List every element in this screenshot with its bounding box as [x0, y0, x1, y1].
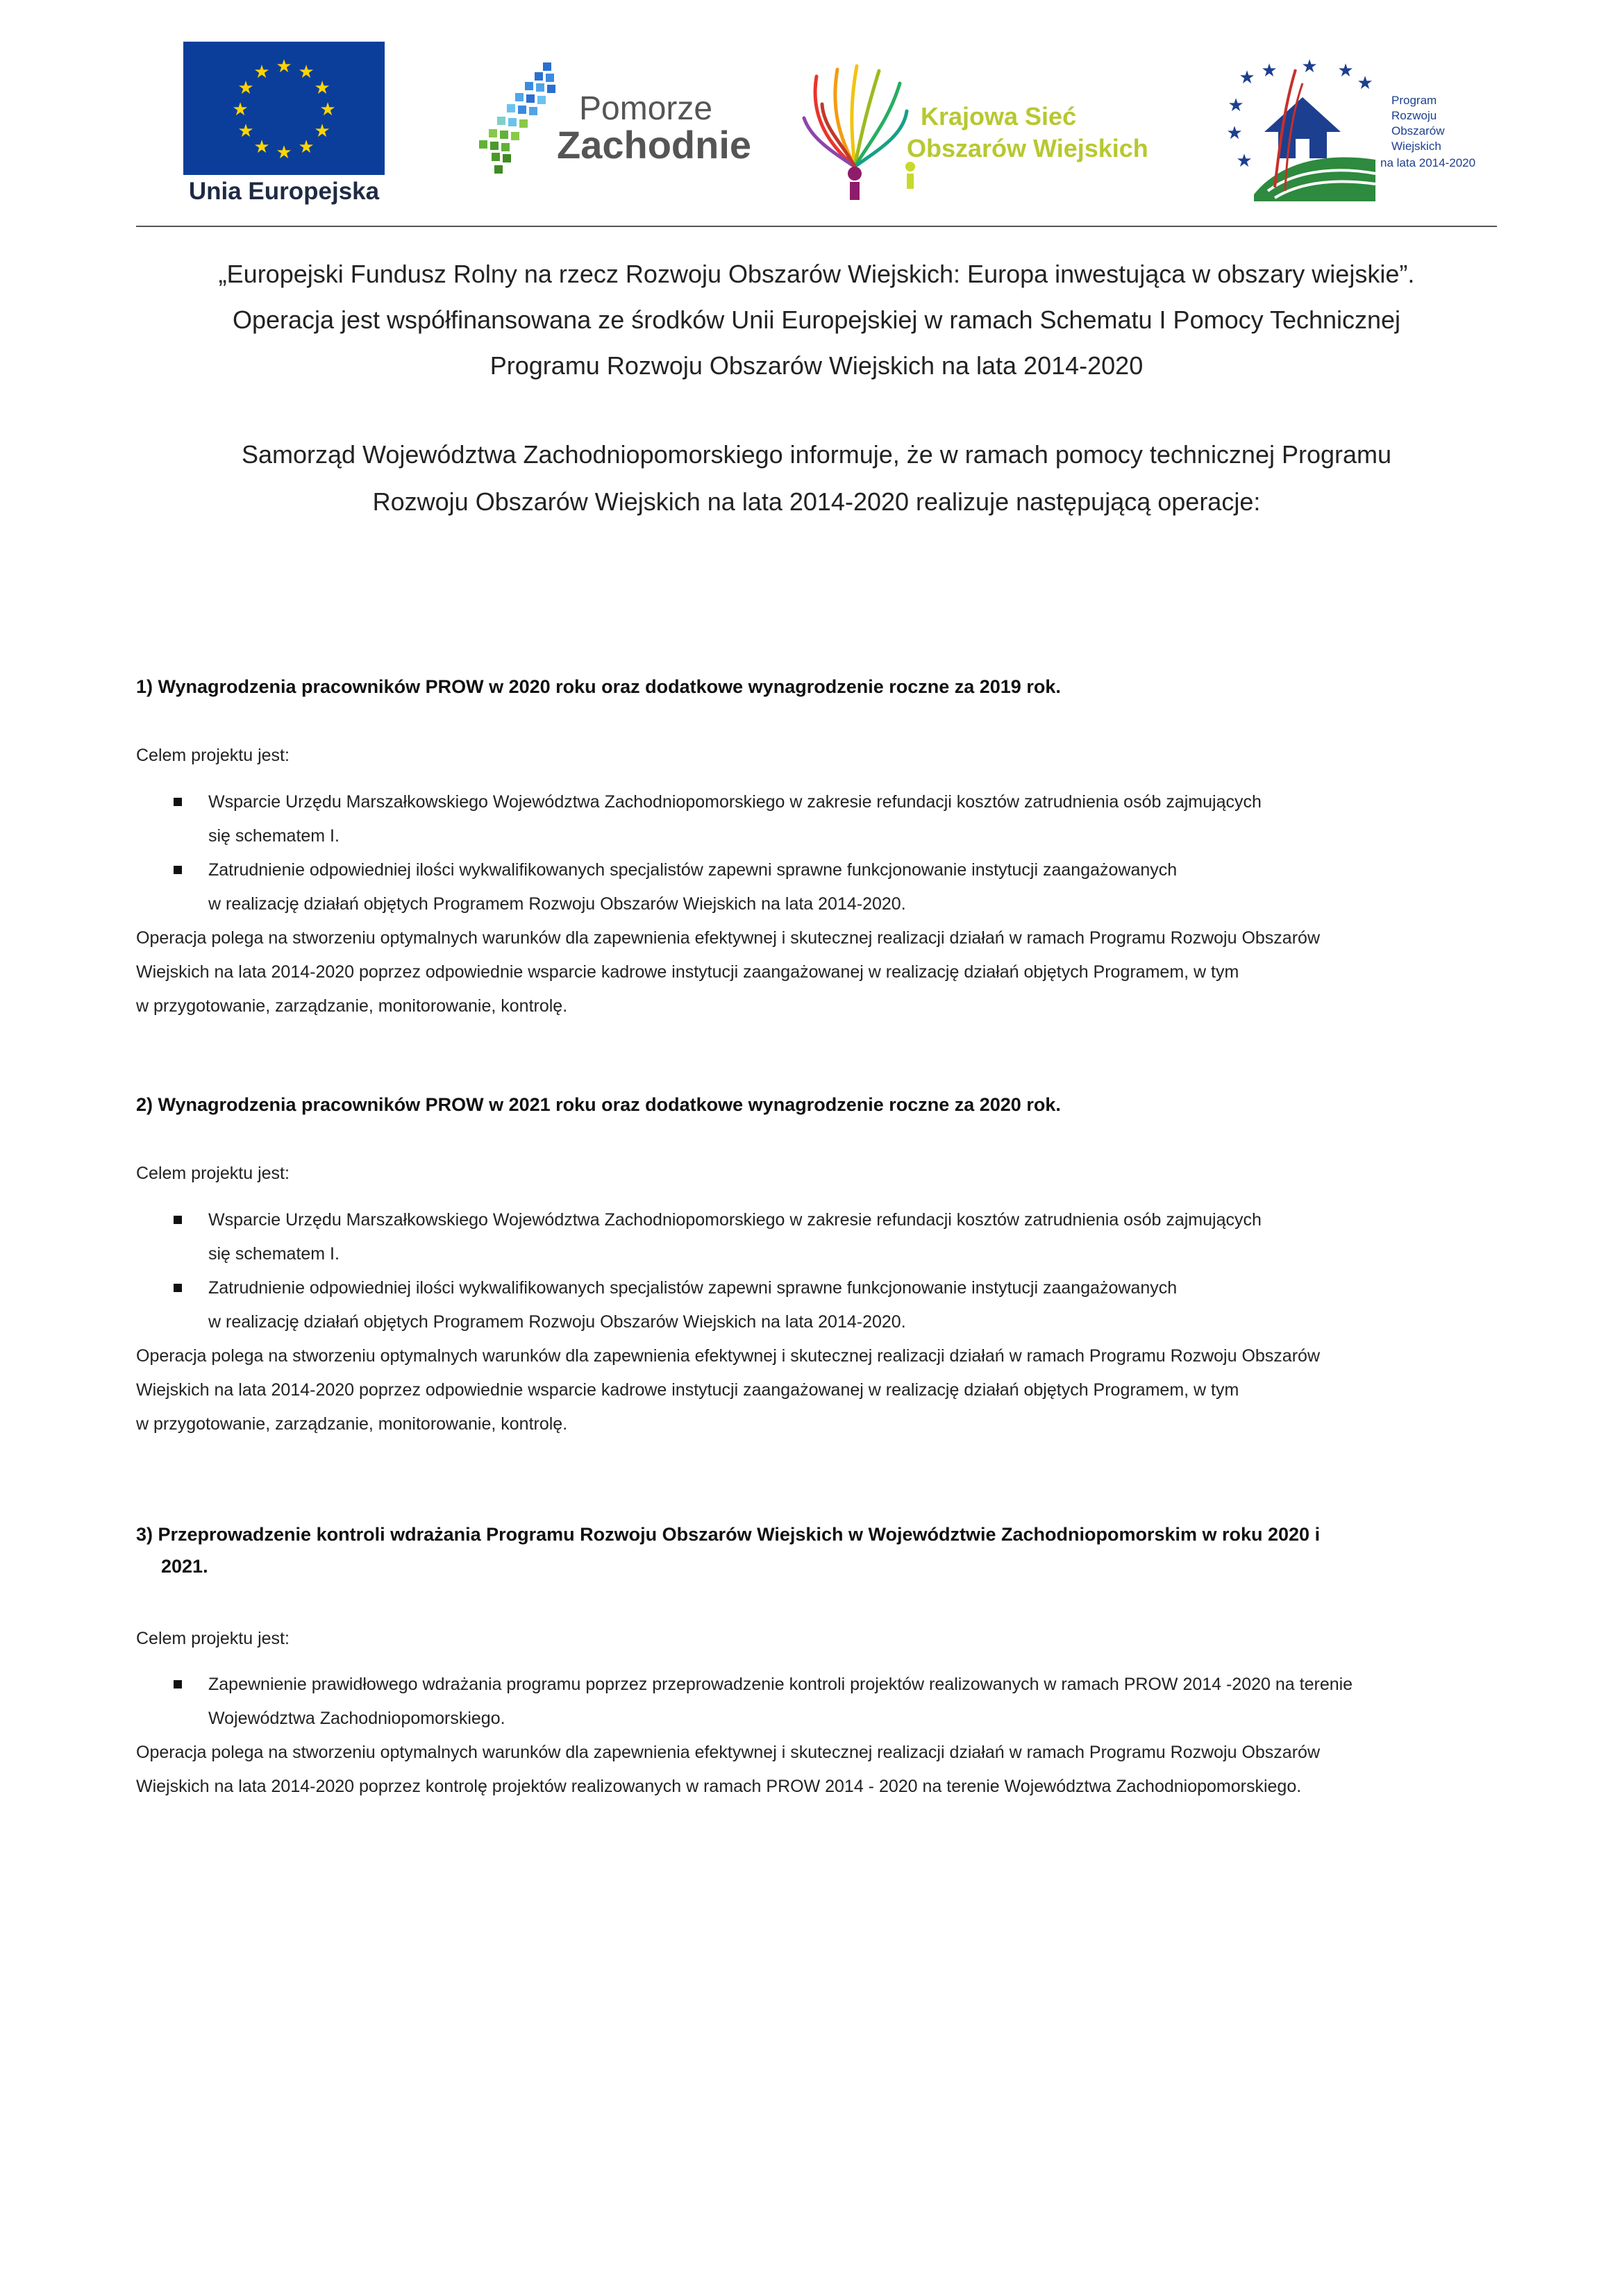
section-3-bullet-1 [174, 1668, 1465, 1736]
section-2-bullet-1 [174, 1203, 1465, 1271]
intro-line2: Operacja jest współfinansowana ze środków Unii Europejskiej w ramach Schematu I Pomocy Technicznej [232, 305, 1401, 334]
section-2-para-line-b: Wiejskich na lata 2014-2020 poprzez odpowiednie wsparcie kadrowe instytucji zaangażowanej w realizację działań objętych Programem, w tym [136, 1380, 1239, 1400]
section-1-para-line-c: w przygotowanie, zarządzanie, monitorowanie, kontrolę. [136, 996, 568, 1016]
section-3-heading-line-b: 2021. [161, 1556, 208, 1577]
prow-line2: Rozwoju [1391, 109, 1437, 122]
header-rule [136, 226, 1497, 227]
svg-text:★: ★ [253, 62, 270, 83]
eu-logo-label: Unia Europejska [188, 178, 380, 205]
bullet-square-icon [174, 1216, 182, 1224]
svg-text:★: ★ [1226, 123, 1243, 144]
eu-logo [183, 42, 385, 208]
svg-text:★: ★ [253, 137, 270, 158]
section-2-bullet-2-line-a: Zatrudnienie odpowiedniej ilości wykwalifikowanych specjalistów zapewni sprawne funkcjonowanie instytucji zaangażowanych [208, 1278, 1178, 1298]
section-1-bullet-2-line-a: Zatrudnienie odpowiedniej ilości wykwalifikowanych specjalistów zapewni sprawne funkcjonowanie instytucji zaangażowanych [208, 860, 1178, 880]
prow-logo [1226, 56, 1476, 208]
prow-line1: Program [1391, 94, 1437, 107]
section-3-para-line-a: Operacja polega na stworzeniu optymalnych warunków dla zapewnienia efektywnej i skutecznej realizacji działań w ramach Programu Rozwoju Obszarów [136, 1743, 1320, 1762]
svg-text:★: ★ [1239, 67, 1255, 88]
bullet-square-icon [174, 866, 182, 874]
section-1-bullet-1-line-a: Wsparcie Urzędu Marszałkowskiego Województwa Zachodniopomorskiego w zakresie refundacji kosztów zatrudnienia osób zajmujących [208, 792, 1262, 812]
section-3-bullet-1-line-a: Zapewnienie prawidłowego wdrażania programu poprzez przeprowadzenie kontroli projektów realizowanych w ramach PROW 2014 -2020 na terenie [208, 1675, 1353, 1694]
section-2-para-line-c: w przygotowanie, zarządzanie, monitorowanie, kontrolę. [136, 1414, 568, 1434]
svg-text:★: ★ [1357, 73, 1373, 94]
section-1-bullet-2 [174, 853, 1465, 921]
section-1-para-line-a: Operacja polega na stworzeniu optymalnych warunków dla zapewnienia efektywnej i skutecznej realizacji działań w ramach Programu Rozwoju Obszarów [136, 928, 1320, 948]
section-3-heading-line-a: 3) Przeprowadzenie kontroli wdrażania Programu Rozwoju Obszarów Wiejskich w Województwie Zachodniopomorskim w roku 2020 i [136, 1524, 1321, 1545]
section-3-bullet-1-line-b: Województwa Zachodniopomorskiego. [208, 1709, 505, 1728]
section-3-goal-label: Celem projektu jest: [136, 1629, 290, 1648]
ksow-plant-icon [803, 62, 1178, 201]
prow-line5: na lata 2014-2020 [1380, 156, 1476, 169]
svg-text:★: ★ [1236, 151, 1253, 171]
pomorze-line1: Pomorze [579, 90, 713, 127]
svg-text:★: ★ [1301, 56, 1318, 77]
svg-text:★: ★ [314, 78, 330, 99]
bullet-square-icon [174, 798, 182, 806]
svg-text:★: ★ [237, 78, 254, 99]
section-1-bullet-1-line-b: się schematem I. [208, 826, 340, 846]
section-2-heading: 2) Wynagrodzenia pracowników PROW w 2021 roku oraz dodatkowe wynagrodzenie roczne za 2020 rok. [136, 1094, 1061, 1115]
intro-line5: Rozwoju Obszarów Wiejskich na lata 2014-2020 realizuje następującą operacje: [372, 487, 1261, 516]
section-1-bullet-2-line-b: w realizację działań objętych Programem Rozwoju Obszarów Wiejskich na lata 2014-2020. [208, 894, 906, 914]
section-1-heading: 1) Wynagrodzenia pracowników PROW w 2020 roku oraz dodatkowe wynagrodzenie roczne za 2019 rok. [136, 676, 1061, 697]
eu-flag [183, 42, 385, 175]
section-2-bullet-1-line-a: Wsparcie Urzędu Marszałkowskiego Województwa Zachodniopomorskiego w zakresie refundacji kosztów zatrudnienia osób zajmujących [208, 1210, 1262, 1230]
svg-text:★: ★ [319, 99, 336, 120]
bullet-square-icon [174, 1284, 182, 1292]
section-2-bullet-2-line-b: w realizację działań objętych Programem Rozwoju Obszarów Wiejskich na lata 2014-2020. [208, 1312, 906, 1332]
section-2-bullet-2 [174, 1271, 1465, 1339]
svg-text:★: ★ [1261, 60, 1278, 81]
prow-house-field-icon [1226, 56, 1476, 208]
ksow-line1: Krajowa Sieć [921, 102, 1077, 131]
prow-line4: Wiejskich [1391, 140, 1441, 153]
svg-text:★: ★ [232, 99, 249, 120]
intro-line1: „Europejski Fundusz Rolny na rzecz Rozwoju Obszarów Wiejskich: Europa inwestująca w obszary wiejskie”. [218, 260, 1415, 288]
logo-strip [136, 35, 1497, 208]
intro-line4: Samorząd Województwa Zachodniopomorskiego informuje, że w ramach pomocy technicznej Programu [241, 440, 1392, 469]
ksow-logo [803, 62, 1178, 201]
section-1-para-line-b: Wiejskich na lata 2014-2020 poprzez odpowiednie wsparcie kadrowe instytucji zaangażowanej w realizację działań objętych Programem, w tym [136, 962, 1239, 982]
svg-text:★: ★ [276, 56, 292, 77]
section-1-bullet-1 [174, 785, 1465, 853]
eu-stars-icon [183, 42, 385, 175]
bullet-square-icon [174, 1680, 182, 1689]
section-1-goal-label: Celem projektu jest: [136, 746, 290, 765]
section-2-goal-label: Celem projektu jest: [136, 1164, 290, 1183]
svg-text:★: ★ [314, 121, 330, 142]
pomorze-zachodnie-logo [476, 62, 752, 181]
svg-text:★: ★ [298, 137, 315, 158]
section-2-bullet-1-line-b: się schematem I. [208, 1244, 340, 1264]
pomorze-pixel-mark-icon [476, 62, 752, 181]
svg-text:★: ★ [1337, 60, 1354, 81]
section-3-para-line-b: Wiejskich na lata 2014-2020 poprzez kontrolę projektów realizowanych w ramach PROW 2014 - 2020 na terenie Województwa Zachodniopomorskiego. [136, 1777, 1302, 1796]
svg-text:★: ★ [298, 62, 315, 83]
pomorze-line2: Zachodnie [557, 123, 752, 167]
ksow-line2: Obszarów Wiejskich [907, 134, 1148, 162]
svg-text:★: ★ [237, 121, 254, 142]
svg-text:★: ★ [1228, 95, 1244, 116]
intro-line3: Programu Rozwoju Obszarów Wiejskich na lata 2014-2020 [489, 351, 1144, 380]
prow-line3: Obszarów [1391, 124, 1445, 137]
section-2-para-line-a: Operacja polega na stworzeniu optymalnych warunków dla zapewnienia efektywnej i skutecznej realizacji działań w ramach Programu Rozwoju Obszarów [136, 1346, 1320, 1366]
svg-text:★: ★ [276, 142, 292, 163]
